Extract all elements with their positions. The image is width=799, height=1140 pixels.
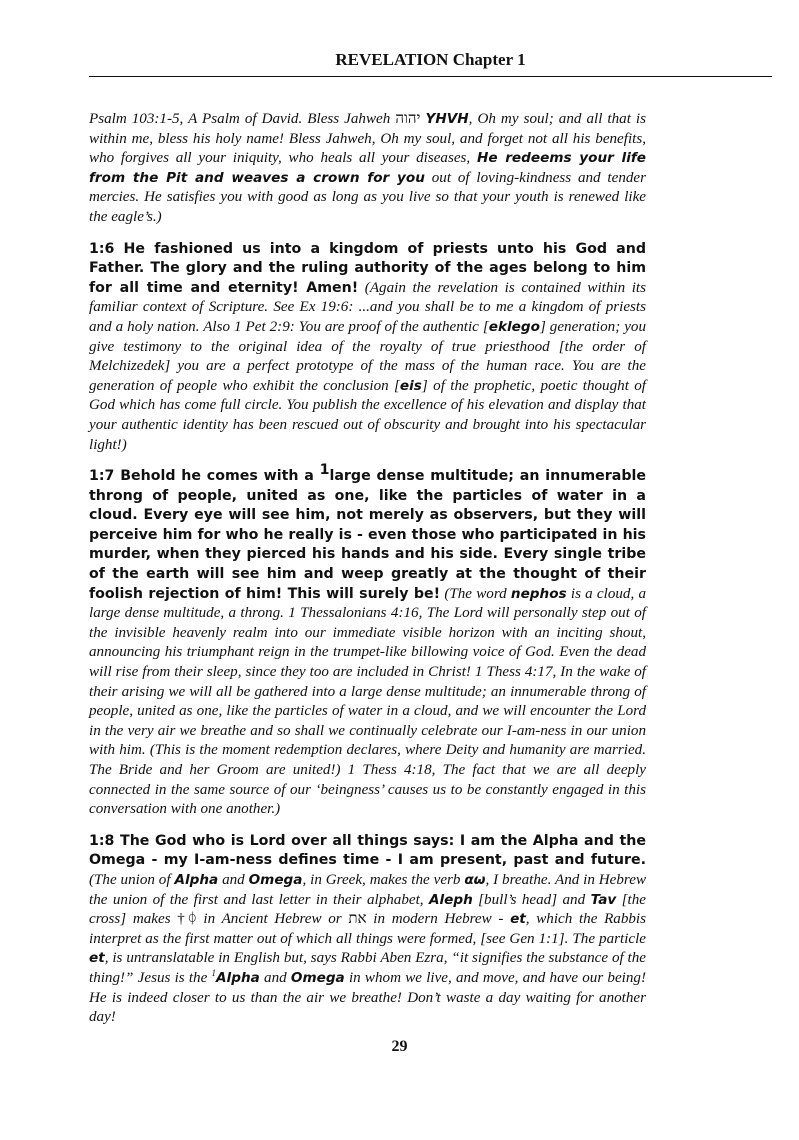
verse-1-6 [89, 240, 646, 456]
hebrew-term: Tav [590, 891, 617, 908]
yhvh-term: YHVH [425, 111, 469, 127]
greek-term: eis [399, 377, 422, 394]
body-text [89, 110, 646, 1040]
hebrew-term: et [89, 950, 105, 967]
running-head: REVELATION Chapter 1 [89, 50, 772, 77]
greek-term: αω [464, 871, 486, 888]
commentary-text: ] of the prophetic, poetic thought of God which has come full circle. You publish the excellence of his elevation and display that your authentic identity has been rescued out of obscurity and brought into his spectacular light!) [89, 377, 646, 453]
psalm-text: out of loving-kindness and tender mercies. He satisfies you with good as long as you live so that your youth is renewed like the eagle’s.) [89, 169, 646, 225]
commentary-text: , in Greek, makes the verb [302, 871, 465, 888]
verse-text: 1:6 He fashioned us into a kingdom of priests unto his God and Father. The glory and the ruling authority of the ages belong to him for all time and eternity! Amen! [89, 240, 646, 296]
commentary-text: , which the Rabbis interpret as the first matter out of which all things were formed, [see Gen 1:1]. The particle [89, 911, 647, 947]
hebrew-term: et [510, 911, 526, 928]
hebrew-term: Aleph [428, 891, 473, 908]
commentary-text: and [259, 969, 291, 986]
greek-term: Alpha [174, 871, 219, 888]
page-number: 29 [391, 1038, 408, 1055]
verse-text: 1:8 The God who is Lord over all things says: I am the Alpha and the Omega - my I-am-ness defines time - I am present, past and future. [89, 832, 646, 869]
hebrew-et: את [348, 911, 367, 928]
verse-1-7 [89, 462, 647, 820]
psalm-paragraph [89, 110, 646, 228]
greek-term: eklego [488, 318, 540, 335]
footnote-marker: 1 [319, 462, 330, 479]
footnote-marker: 1 [211, 967, 217, 978]
commentary-text: is a cloud, a large dense multitude, a throng. 1 Thessalonians 4:16, The Lord will personally step out of the invisible heavenly realm into our immediate visible horizon with an inciting shout, announcing his triumphant reign in the trumpet-like billowing voice of God. Even the dead will rise from their sleep, since they too are included in Christ! 1 Thess 4:17, In the wake of their arising we will all be gathered into a large dense multitude; an innumerable throng of people, united as one, like the particles of water in a cloud, and we will encounter the Lord in the very air we breathe and so shall we continually celebrate our I-am-ness in our union with him. (This is the moment redemption declares, where Deity and humanity are married. The Bride and her Groom are united!) 1 Thess 4:18, The fact that we are all deeply connected in the same source of our ‘beingness’ causes us to be constantly engaged in this conversation with one another.) [89, 585, 647, 818]
commentary-text: [bull’s head] and [472, 891, 591, 908]
ancient-hebrew-glyph: †ᛰ [177, 911, 197, 928]
verse-text: 1:7 Behold he comes with a [89, 468, 320, 485]
commentary-text: (Again the revelation is contained within its familiar context of Scripture. See Ex 19:6: ...and you shall be to me a kingdom of priests and a holy nation. Also 1 Pet 2:9: You are proof of the authentic [ [89, 279, 646, 335]
greek-term: Omega [290, 969, 345, 986]
commentary-text: , is untranslatable in English but, says Rabbi Aben Ezra, “it signifies the substance of the thing!” Jesus is the [89, 950, 646, 986]
greek-term: Omega [248, 871, 303, 888]
greek-term: Alpha [216, 969, 260, 986]
commentary-text: in whom we live, and move, and have our being! He is indeed closer to us than the air we breathe! Don’t waste a day waiting for another day! [89, 969, 646, 1026]
psalm-text: Psalm 103:1-5, A Psalm of David. Bless Jahweh [89, 111, 396, 127]
commentary-text: (The union of [89, 871, 175, 888]
commentary-text: (The word [440, 585, 511, 602]
hebrew-yhvh: יהוה [395, 111, 421, 127]
psalm-emphasis: He redeems your life from the Pit and weaves a crown for you [89, 150, 646, 186]
commentary-text: , I breathe. And in Hebrew the union of the first and last letter in their alphabet, [89, 871, 647, 908]
verse-text: large dense multitude; an innumerable throng of people, united as one, like the particles of water in a cloud. Every eye will see him, not merely as observers, but they will perceive him for who he really is - even those who participated in his murder, when they pierced his hands and his side. Every single tribe of the earth will see him and weep greatly at the thought of their foolish rejection of him! This will surely be! [89, 468, 646, 602]
greek-term: nephos [510, 585, 567, 602]
commentary-text: in modern Hebrew - [366, 911, 511, 928]
verse-1-8 [89, 832, 646, 1028]
commentary-text: in Ancient Hebrew or [196, 911, 349, 928]
commentary-text: ] generation; you give testimony to the original idea of the royalty of true priesthood [the order of Melchizedek] you are a perfect prototype of the mass of the human race. You are the generation of people who exhibit the conclusion [ [89, 318, 646, 394]
commentary-text: and [218, 871, 249, 888]
psalm-text: , Oh my soul; and all that is within me, bless his holy name! Bless Jahweh, Oh my soul, and forget not all his benefits, who forgives all your iniquity, who heals all your diseases, [89, 111, 646, 167]
commentary-text: [the cross] makes [89, 891, 646, 928]
